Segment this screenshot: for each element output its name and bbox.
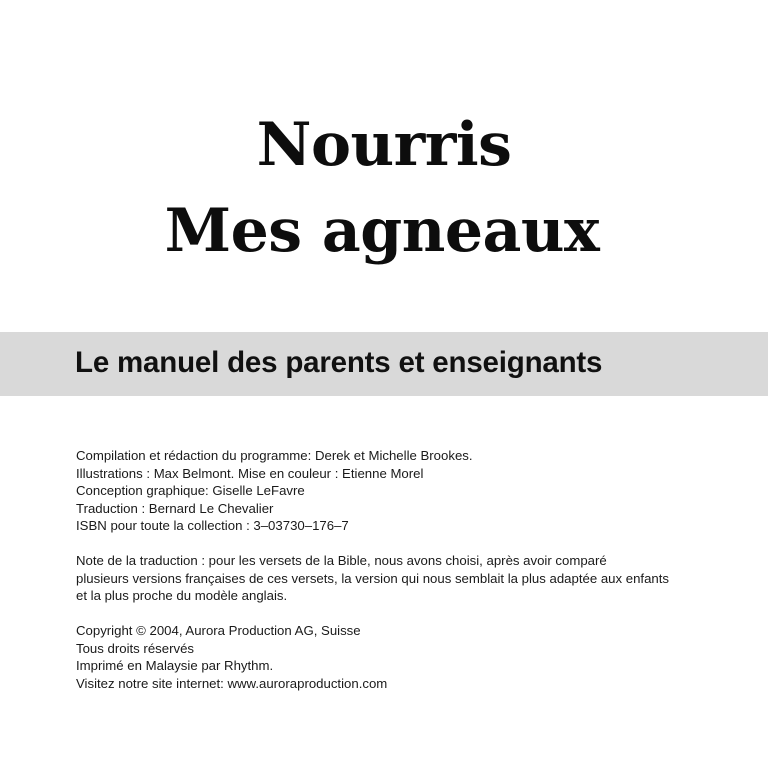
spacer: [76, 605, 716, 623]
book-subtitle: Le manuel des parents et enseignants: [75, 346, 603, 379]
credit-design: Conception graphique: Giselle LeFavre: [76, 483, 305, 498]
credit-translation: Traduction : Bernard Le Chevalier: [76, 500, 274, 516]
spacer: [76, 535, 716, 553]
title-line-1: Nourris: [256, 110, 512, 180]
rights-line: Tous droits réservés: [76, 640, 194, 656]
credit-compilation: Compilation et rédaction du programme: Derek et Michelle Brookes.: [76, 448, 473, 463]
credit-illustrations: Illustrations : Max Belmont. Mise en couleur : Etienne Morel: [76, 465, 424, 481]
book-title: [0, 102, 768, 274]
title-line-2: Mes agneaux: [164, 196, 600, 266]
printed-line: Imprimé en Malaysie par Rhythm.: [76, 658, 274, 673]
credits-block: [76, 447, 716, 692]
translation-note-line-2: plusieurs versions françaises de ces versets, la version qui nous semblait la plus adaptée aux enfants: [76, 570, 670, 586]
copyright-line: Copyright © 2004, Aurora Production AG, Suisse: [76, 623, 361, 638]
credit-isbn: ISBN pour toute la collection : 3–03730–176–7: [76, 518, 349, 533]
subtitle-band: [0, 332, 768, 396]
translation-note-line-1: Note de la traduction : pour les versets de la Bible, nous avons choisi, après avoir comparé: [76, 553, 607, 568]
website-line: Visitez notre site internet: www.auroraproduction.com: [76, 675, 388, 691]
translation-note-line-3: et la plus proche du modèle anglais.: [76, 588, 288, 603]
